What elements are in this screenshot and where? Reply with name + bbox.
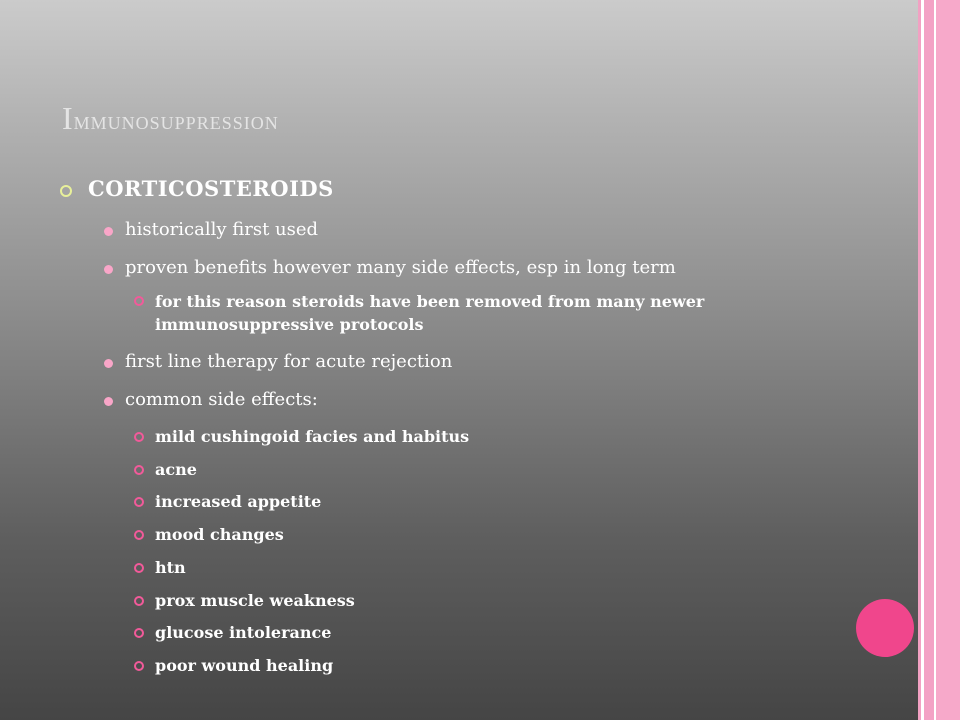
title-rest: mmunosuppression <box>73 106 279 135</box>
ring-bullet-icon <box>134 563 144 573</box>
dot-bullet-icon <box>104 227 113 236</box>
dot-bullet-icon <box>104 397 113 406</box>
bullet-item: historically first used <box>125 219 319 240</box>
ring-bullet-icon <box>134 661 144 671</box>
side-effect-item: htn <box>155 558 186 577</box>
bullet-item: first line therapy for acute rejection <box>125 351 453 372</box>
sub-bullet-item <box>155 290 704 336</box>
ring-bullet-icon <box>134 296 144 306</box>
slide-title <box>62 100 279 137</box>
decorative-circle <box>856 599 914 657</box>
side-effect-item: prox muscle weakness <box>155 591 355 610</box>
ring-bullet-icon <box>134 596 144 606</box>
side-effect-item: poor wound healing <box>155 656 334 675</box>
sub-bullet-line: immunosuppressive protocols <box>155 315 424 334</box>
side-effect-item: mild cushingoid facies and habitus <box>155 427 470 446</box>
bullet-item: proven benefits however many side effects, esp in long term <box>125 257 676 278</box>
section-heading: CORTICOSTEROIDS <box>88 176 334 201</box>
side-effect-item: mood changes <box>155 525 284 544</box>
decorative-stripes <box>918 0 960 720</box>
dot-bullet-icon <box>104 265 113 274</box>
ring-bullet-icon <box>134 465 144 475</box>
ring-bullet-icon <box>60 185 72 197</box>
side-effect-item: acne <box>155 460 197 479</box>
ring-bullet-icon <box>134 497 144 507</box>
side-effect-item: increased appetite <box>155 492 322 511</box>
dot-bullet-icon <box>104 359 113 368</box>
ring-bullet-icon <box>134 628 144 638</box>
side-effect-item: glucose intolerance <box>155 623 332 642</box>
ring-bullet-icon <box>134 432 144 442</box>
ring-bullet-icon <box>134 530 144 540</box>
sub-bullet-line: for this reason steroids have been removed from many newer <box>155 292 705 311</box>
title-initial: I <box>62 100 74 136</box>
bullet-item: common side effects: <box>125 389 318 410</box>
